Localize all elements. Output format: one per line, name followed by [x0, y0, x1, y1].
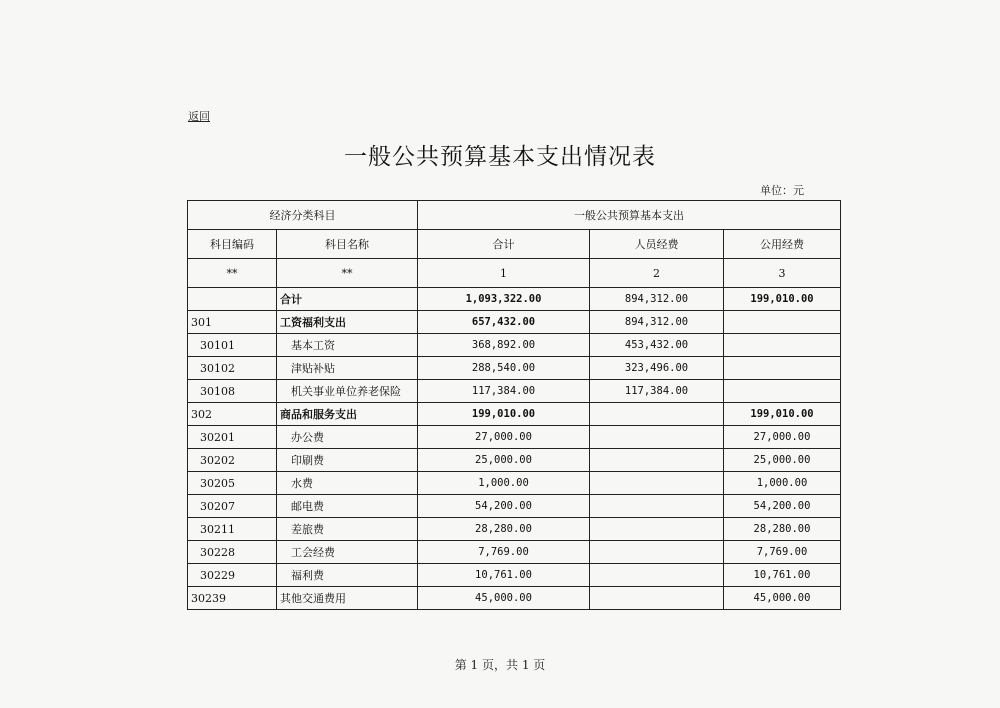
- cell-personnel: [590, 564, 724, 587]
- cell-public: 54,200.00: [724, 495, 841, 518]
- table-row: [188, 357, 841, 380]
- cell-name: 工会经费: [277, 541, 418, 564]
- header-name: 科目名称: [277, 230, 418, 259]
- cell-personnel: [590, 449, 724, 472]
- cell-personnel: 323,496.00: [590, 357, 724, 380]
- table-row: [188, 518, 841, 541]
- header-code-mark: **: [188, 259, 277, 288]
- cell-personnel: 894,312.00: [590, 311, 724, 334]
- header-col1: 1: [418, 259, 590, 288]
- page-footer: 第 1 页，共 1 页: [454, 658, 546, 672]
- cell-total: 45,000.00: [418, 587, 590, 610]
- cell-personnel: [590, 541, 724, 564]
- cell-personnel: [590, 518, 724, 541]
- cell-code: 30228: [188, 541, 277, 564]
- budget-table: [187, 200, 841, 610]
- cell-public: 45,000.00: [724, 587, 841, 610]
- table-row: [188, 541, 841, 564]
- cell-name: 邮电费: [277, 495, 418, 518]
- table-row: [188, 288, 841, 311]
- cell-public: [724, 311, 841, 334]
- cell-total: 1,000.00: [418, 472, 590, 495]
- cell-code: 30229: [188, 564, 277, 587]
- cell-code: 30108: [188, 380, 277, 403]
- cell-public: 10,761.00: [724, 564, 841, 587]
- table-row: [188, 380, 841, 403]
- header-total: 合计: [418, 230, 590, 259]
- table-row: [188, 403, 841, 426]
- cell-name: 其他交通费用: [277, 587, 418, 610]
- cell-total: 28,280.00: [418, 518, 590, 541]
- table-row: [188, 472, 841, 495]
- table-row: [188, 564, 841, 587]
- cell-name: 办公费: [277, 426, 418, 449]
- cell-name: 商品和服务支出: [277, 403, 418, 426]
- cell-personnel: 453,432.00: [590, 334, 724, 357]
- table-body: [188, 288, 841, 610]
- cell-public: 27,000.00: [724, 426, 841, 449]
- cell-name: 工资福利支出: [277, 311, 418, 334]
- cell-name: 合计: [277, 288, 418, 311]
- cell-total: 199,010.00: [418, 403, 590, 426]
- header-code: 科目编码: [188, 230, 277, 259]
- cell-personnel: 117,384.00: [590, 380, 724, 403]
- cell-public: 199,010.00: [724, 403, 841, 426]
- back-link[interactable]: 返回: [188, 110, 210, 123]
- cell-name: 基本工资: [277, 334, 418, 357]
- cell-public: 28,280.00: [724, 518, 841, 541]
- header-col3: 3: [724, 259, 841, 288]
- cell-personnel: [590, 587, 724, 610]
- cell-name: 机关事业单位养老保险: [277, 380, 418, 403]
- cell-total: 54,200.00: [418, 495, 590, 518]
- cell-total: 1,093,322.00: [418, 288, 590, 311]
- header-name-mark: **: [277, 259, 418, 288]
- cell-code: 30101: [188, 334, 277, 357]
- cell-code: 30207: [188, 495, 277, 518]
- header-personnel: 人员经费: [590, 230, 724, 259]
- cell-personnel: [590, 426, 724, 449]
- table-row: [188, 587, 841, 610]
- cell-public: 199,010.00: [724, 288, 841, 311]
- cell-code: 301: [188, 311, 277, 334]
- cell-name: 福利费: [277, 564, 418, 587]
- cell-total: 288,540.00: [418, 357, 590, 380]
- table-row: [188, 426, 841, 449]
- cell-code: 30102: [188, 357, 277, 380]
- cell-name: 印刷费: [277, 449, 418, 472]
- cell-code: 30211: [188, 518, 277, 541]
- cell-public: 7,769.00: [724, 541, 841, 564]
- table-row: [188, 495, 841, 518]
- cell-public: [724, 380, 841, 403]
- cell-total: 25,000.00: [418, 449, 590, 472]
- table-row: [188, 449, 841, 472]
- cell-total: 657,432.00: [418, 311, 590, 334]
- table-row: [188, 334, 841, 357]
- cell-name: 津贴补贴: [277, 357, 418, 380]
- cell-total: 368,892.00: [418, 334, 590, 357]
- cell-code: 30239: [188, 587, 277, 610]
- cell-code: 30201: [188, 426, 277, 449]
- cell-personnel: [590, 472, 724, 495]
- cell-name: 水费: [277, 472, 418, 495]
- cell-personnel: [590, 403, 724, 426]
- cell-code: 30202: [188, 449, 277, 472]
- cell-public: 25,000.00: [724, 449, 841, 472]
- cell-total: 10,761.00: [418, 564, 590, 587]
- cell-public: [724, 334, 841, 357]
- cell-total: 27,000.00: [418, 426, 590, 449]
- cell-total: 7,769.00: [418, 541, 590, 564]
- header-public: 公用经费: [724, 230, 841, 259]
- cell-personnel: 894,312.00: [590, 288, 724, 311]
- cell-total: 117,384.00: [418, 380, 590, 403]
- header-general-budget: 一般公共预算基本支出: [418, 201, 841, 230]
- cell-name: 差旅费: [277, 518, 418, 541]
- cell-code: 302: [188, 403, 277, 426]
- page-title: 一般公共预算基本支出情况表: [344, 144, 656, 170]
- table-row: [188, 311, 841, 334]
- cell-code: [188, 288, 277, 311]
- header-econ-class: 经济分类科目: [188, 201, 418, 230]
- unit-label: 单位：元: [760, 184, 804, 197]
- cell-personnel: [590, 495, 724, 518]
- cell-public: 1,000.00: [724, 472, 841, 495]
- cell-code: 30205: [188, 472, 277, 495]
- cell-public: [724, 357, 841, 380]
- header-col2: 2: [590, 259, 724, 288]
